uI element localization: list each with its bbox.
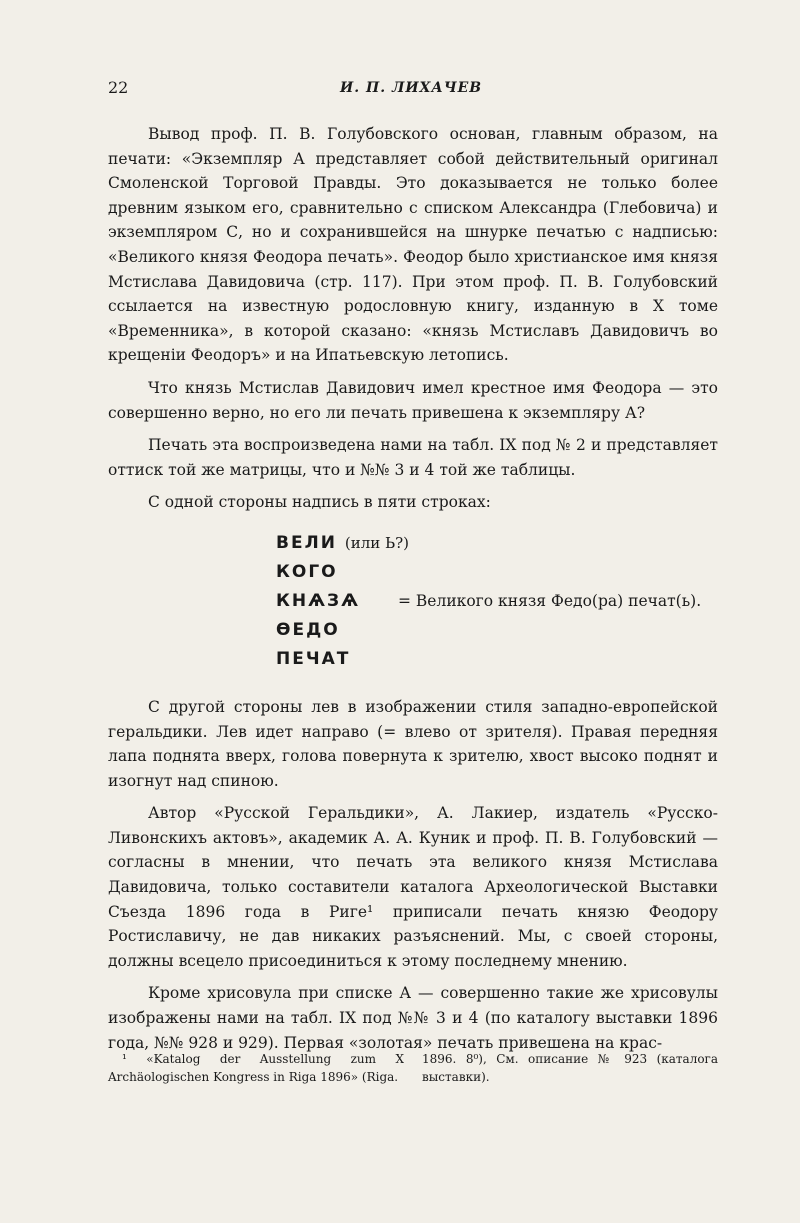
footnote-column: ¹ «Katalog der Ausstellung zum X Archäologischen Kongress in Riga 1896» (Riga. [108,1052,404,1084]
paragraph: Печать эта воспроизведена нами на табл. IX под № 2 и представляет оттиск той же матрицы, что и №№ 3 и 4 той же таблицы. [108,436,718,479]
footnotes [108,1050,718,1086]
inscription-line: КОГО [276,561,338,582]
paragraph: Что князь Мстислав Давидович имел крестное имя Феодора — это совершенно верно, но его ли печать привешена к экземпляру А? [108,378,718,422]
paragraph: С другой стороны лев в изображении стиля западно-европейской геральдики. Лев идет направо (= влево от зрителя). Правая передняя лапа поднята вверх, голова повернута к зрителю, хвост высоко поднят и изогнут над спиною. [108,697,718,790]
inscription-translation: = Великого князя Федо(ра) печат(ь). [398,591,702,610]
paragraph: Кроме хрисовула при списке А — совершенно такие же хрисовулы изображены нами на табл. IX под №№ 3 и 4 (по каталогу выставки 1896 года, №№ 928 и 929). Первая «золотая» печать привешена на крас- [108,984,718,1052]
inscription-line-text: ВЕЛИ [276,532,337,553]
inscription-line: ПЕЧАТ [276,648,351,669]
seal-inscription [108,529,718,679]
paragraph: Вывод проф. П. В. Голубовского основан, главным образом, на печати: «Экземпляр А представляет собой действительный оригинал Смоленской Торговой Правды. Это доказывается не только более древним языком его, сравнительно с списком Александра (Глебовича) и экземпляром С, но и сохранившейся на шнурке печатью с надписью: «Великого князя Феодора печать». Феодор было христианское имя князя Мстислава Давидовича (стр. 117). При этом проф. П. В. Голубовский ссылается на известную родословную книгу, изданную в X томе «Временника», в которой сказано: «князь Мстиславъ Давидовичъ во крещенiи Феодоръ» и на Ипатьевскую летопись. [108,125,718,365]
inscription-lines [276,529,409,674]
inscription-note: (или Ь?) [344,533,409,552]
paragraph: Автор «Русской Геральдики», А. Лакиер, издатель «Русско-Ливонскихъ актовъ», академик А. А. Куник и проф. П. В. Голубовский — согласны в мнении, что печать эта великого князя Мстислава Давидовича, только составители каталога Археологической Выставки Съезда 1896 года в Риге¹ приписали печать князю Феодору Ростиславичу, не дав никаких разъяснений. Мы, с своей стороны, должны всецело присоединиться к этому последнему мнению. [108,804,718,970]
main-text [108,122,718,1063]
page-number: 22 [108,78,129,97]
footnote-column: 1896. 8⁰), См. описание № 923 (каталога выставки). [422,1052,718,1084]
page-header [108,78,718,104]
paragraph: С одной стороны надпись в пяти строках: [148,493,491,512]
running-title: И. П. ЛИХАЧЕВ [340,80,483,96]
inscription-line [276,529,409,558]
inscription-line: ѲЕДО [276,619,340,640]
inscription-line: КНѦЗѦ [276,590,360,611]
